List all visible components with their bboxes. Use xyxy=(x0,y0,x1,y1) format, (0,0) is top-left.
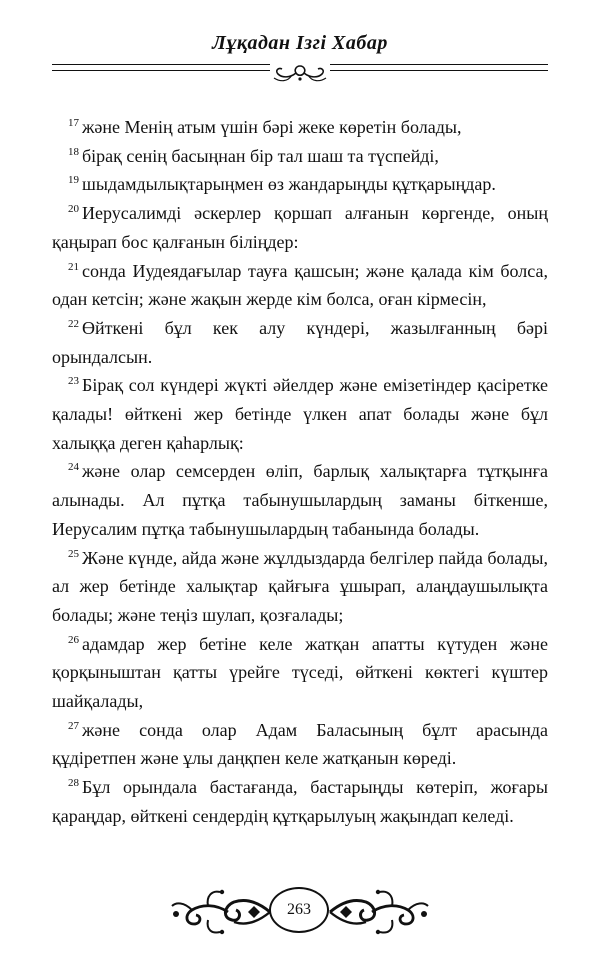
verse-24 xyxy=(52,457,548,543)
verse-20 xyxy=(52,199,548,256)
verse-26 xyxy=(52,630,548,716)
verse-23 xyxy=(52,371,548,457)
verse-21 xyxy=(52,257,548,314)
verse-27 xyxy=(52,716,548,773)
verse-text: бірақ сенің басыңнан бір тал шаш та түспейді, xyxy=(82,145,439,166)
verse-18 xyxy=(52,142,548,171)
verse-text: Өйткені бұл кек алу күндері, жазылғанның бәрі орындалсын. xyxy=(52,317,548,367)
verse-19 xyxy=(52,170,548,199)
verse-text: Және күнде, айда және жұлдыздарда белгілер пайда болады, ал жер бетінде халықтар қайғыға ұшырап, алаңдаушылықта болады; және теңіз шулап, қозғалады; xyxy=(52,547,548,625)
verse-text-block xyxy=(52,113,548,831)
verse-17 xyxy=(52,113,548,142)
verse-text: Бірақ сол күндері жүкті әйелдер және емізетіндер қасіретке қалады! өйткені жер бетінде үлкен апат болады және бұл халыққа деген қаһарлық: xyxy=(52,375,548,453)
verse-number: 23 xyxy=(68,375,79,388)
verse-text: және олар семсерден өліп, барлық халықтарға тұтқынға алынады. Ал пұтқа табынушылардың заманы біткенше, Иерусалим пұтқа табынушылардың табанында болады. xyxy=(52,461,548,539)
verse-number: 25 xyxy=(68,547,79,560)
verse-number: 17 xyxy=(68,117,79,129)
footer-ornament-left xyxy=(168,884,272,940)
verse-number: 27 xyxy=(68,719,79,732)
verse-number: 28 xyxy=(68,777,79,790)
header-flourish-ornament xyxy=(270,62,330,84)
verse-number: 22 xyxy=(68,317,79,330)
verse-text: сонда Иудеядағылар тауға қашсын; және қалада кім болса, одан кетсін; және жақын жерде кім болса, оған кірмесін, xyxy=(52,260,548,310)
verse-number: 24 xyxy=(68,461,79,474)
verse-number: 18 xyxy=(68,145,79,158)
verse-25 xyxy=(52,544,548,630)
page-number: 263 xyxy=(269,887,329,933)
running-header-title: Лұқадан Ізгі Хабар xyxy=(212,32,388,54)
verse-text: адамдар жер бетіне келе жатқан апатты күтуден және қорқыныштан қатты үрейге түседі, өйткені көктегі күштер шайқалады, xyxy=(52,633,548,712)
page-footer xyxy=(0,884,600,944)
verse-28 xyxy=(52,773,548,830)
verse-number: 21 xyxy=(68,260,79,273)
verse-text: және сонда олар Адам Баласының бұлт арасында құдіретпен және ұлы даңқпен келе жатқанын көреді. xyxy=(52,719,548,769)
verse-number: 20 xyxy=(68,203,79,216)
verse-22 xyxy=(52,314,548,371)
verse-text: шыдамдылықтарыңмен өз жандарыңды құтқарыңдар. xyxy=(82,174,496,195)
footer-ornament-right xyxy=(328,884,432,940)
verse-text: және Менің атым үшін бәрі жеке көретін болады, xyxy=(82,117,462,137)
verse-text: Иерусалимді әскерлер қоршап алғанын көргенде, оның қаңырап бос қалғанын біліңдер: xyxy=(52,203,548,252)
verse-number: 19 xyxy=(68,174,79,187)
verse-text: Бұл орындала бастағанда, бастарыңды көтеріп, жоғары қараңдар, өйткені сендердің құтқарылуың жақындап келеді. xyxy=(52,777,548,826)
verse-number: 26 xyxy=(68,633,79,646)
